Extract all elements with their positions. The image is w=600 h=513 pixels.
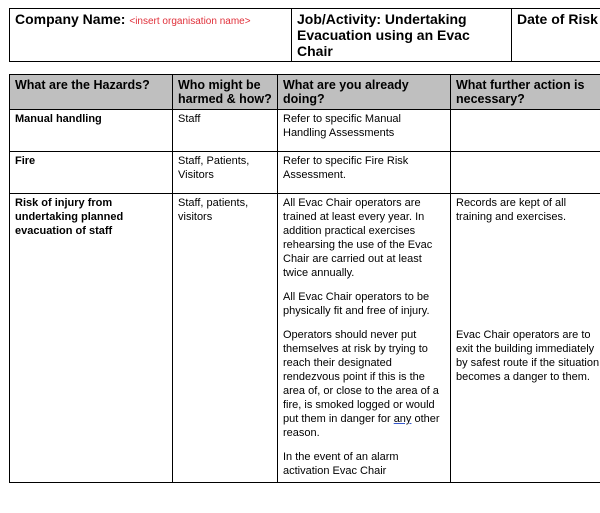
further-action-text: Records are kept of all training and exercises. [456, 197, 567, 223]
control-measure-text: Refer to specific Fire Risk Assessment. [283, 155, 409, 181]
further-action-cell [451, 152, 600, 194]
column-header-already-doing: What are you already doing? [278, 75, 451, 110]
organisation-name-placeholder[interactable]: <insert organisation name> [129, 16, 251, 27]
table-row [10, 194, 600, 483]
date-of-risk-cell: Date of Risk [512, 9, 600, 62]
already-doing-cell [278, 194, 451, 483]
control-measure-text-part: other reason. [283, 413, 440, 439]
table-row [10, 152, 600, 194]
spellcheck-word: any [393, 413, 412, 425]
column-header-further-action: What further action is necessary? [451, 75, 600, 110]
further-action-cell [451, 110, 600, 152]
already-doing-cell [278, 110, 451, 152]
control-measure-text-part: Operators should never put themselves at risk by trying to reach their designated rendezvous point if this is the area of, or close to the area of a fire, is smoked logged or would put them in danger for [283, 329, 439, 425]
control-measure-text [283, 328, 445, 440]
risk-assessment-table [9, 74, 600, 483]
who-harmed-cell: Staff [173, 110, 278, 152]
company-name-cell [10, 9, 292, 62]
control-measure-text: Refer to specific Manual Handling Assessments [283, 113, 401, 139]
control-measure-text: All Evac Chair operators to be physically fit and free of injury. [283, 291, 430, 317]
header-table [9, 8, 600, 62]
table-header-row [10, 75, 600, 110]
job-activity-cell: Job/Activity: Undertaking Evacuation using an Evac Chair [292, 9, 512, 62]
hazard-cell: Risk of injury from undertaking planned evacuation of staff [10, 194, 173, 483]
further-action-cell [451, 194, 600, 483]
who-harmed-cell: Staff, patients, visitors [173, 194, 278, 483]
column-header-hazards: What are the Hazards? [10, 75, 173, 110]
already-doing-cell [278, 152, 451, 194]
company-name-label: Company Name: [15, 11, 126, 27]
hazard-cell: Fire [10, 152, 173, 194]
column-header-who-harmed: Who might be harmed & how? [173, 75, 278, 110]
who-harmed-cell: Staff, Patients, Visitors [173, 152, 278, 194]
table-row [10, 110, 600, 152]
control-measure-text: All Evac Chair operators are trained at least every year. In addition practical exercises rehearsing the use of the Evac Chair are carried out at least twice annually. [283, 197, 433, 279]
further-action-text: Evac Chair operators are to exit the building immediately by safest route if the situation becomes a danger to them. [456, 329, 600, 383]
control-measure-text: In the event of an alarm activation Evac Chair [283, 451, 399, 477]
hazard-cell: Manual handling [10, 110, 173, 152]
